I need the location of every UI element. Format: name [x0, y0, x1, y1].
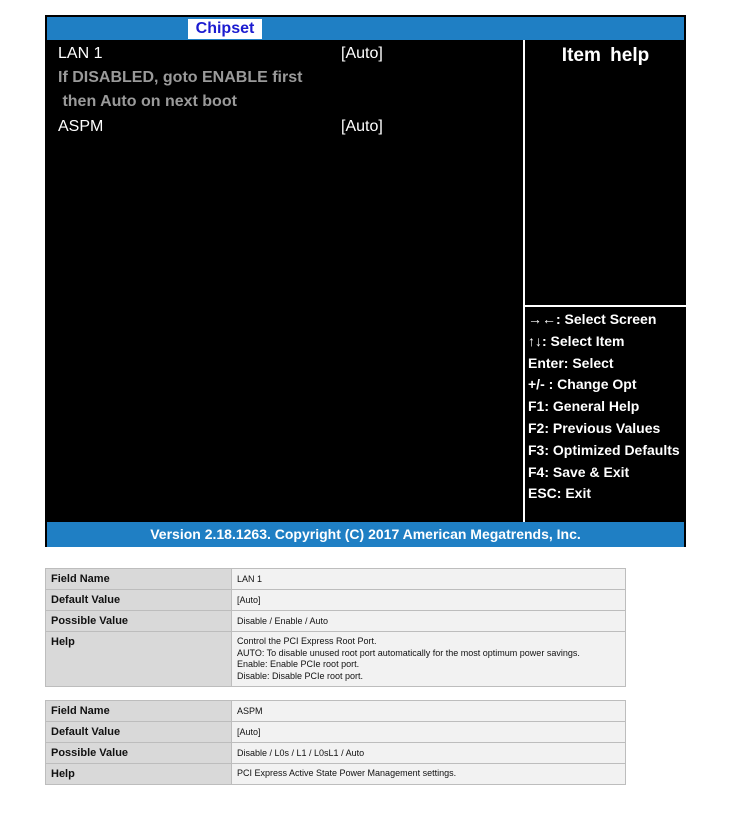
help-line: Enable: Enable PCIe root port. [237, 659, 360, 669]
settings-pane [47, 40, 523, 522]
field-value: Disable / L0s / L1 / L0sL1 / Auto [232, 743, 626, 764]
field-value: [Auto] [232, 722, 626, 743]
key-help-item: ESC: Exit [528, 485, 592, 502]
field-key: Default Value [46, 590, 232, 611]
field-key: Help [46, 632, 232, 687]
field-key: Field Name [46, 569, 232, 590]
field-table-aspm [45, 700, 626, 785]
pane-divider [523, 40, 525, 522]
field-value: ASPM [232, 701, 626, 722]
setting-label: LAN 1 [58, 45, 103, 62]
key-help-item: Enter: Select [528, 354, 614, 371]
field-key: Possible Value [46, 611, 232, 632]
help-line: Disable: Disable PCIe root port. [237, 670, 364, 681]
field-table-lan1 [45, 568, 626, 687]
bios-footer-version: Version 2.18.1263. Copyright (C) 2017 American Megatrends, Inc. [47, 522, 684, 547]
key-help-item: F2: Previous Values [528, 419, 661, 436]
table-row [46, 764, 626, 785]
table-row [46, 611, 626, 632]
field-key: Field Name [46, 701, 232, 722]
bios-screen [45, 15, 686, 547]
key-help-item: F3: Optimized Defaults [528, 441, 680, 458]
key-help-list [528, 309, 680, 505]
field-value: [Auto] [232, 590, 626, 611]
key-help-item: +/- : Change Opt [528, 376, 637, 393]
table-row [46, 569, 626, 590]
table-row [46, 722, 626, 743]
help-line: AUTO: To disable unused root port automatically for the most optimum power savings. [237, 647, 580, 658]
table-row [46, 743, 626, 764]
setting-label: ASPM [58, 118, 104, 135]
key-help-item: ↑↓: Select Item [528, 332, 625, 349]
field-value: LAN 1 [232, 569, 626, 590]
key-help-item: F4: Save & Exit [528, 463, 630, 480]
field-value: Disable / Enable / Auto [232, 611, 626, 632]
setting-note-line: then Auto on next boot [58, 93, 237, 110]
key-help-item: →←: Select Screen [528, 311, 657, 327]
field-key: Help [46, 764, 232, 785]
setting-note-line: If DISABLED, goto ENABLE first [58, 69, 303, 86]
key-help-item: F1: General Help [528, 398, 640, 415]
tab-chipset[interactable]: Chipset [188, 19, 262, 39]
help-divider [525, 305, 686, 307]
table-row [46, 701, 626, 722]
help-line: Control the PCI Express Root Port. [237, 636, 377, 646]
setting-value[interactable]: [Auto] [341, 118, 383, 135]
bios-header-bar [47, 17, 684, 40]
help-line: PCI Express Active State Power Management settings. [237, 768, 457, 778]
setting-value[interactable]: [Auto] [341, 45, 383, 62]
field-key: Default Value [46, 722, 232, 743]
table-row [46, 590, 626, 611]
field-help-text [232, 632, 626, 687]
field-help-text [232, 764, 626, 785]
item-help-title: Item help [561, 45, 650, 66]
table-row [46, 632, 626, 687]
field-key: Possible Value [46, 743, 232, 764]
